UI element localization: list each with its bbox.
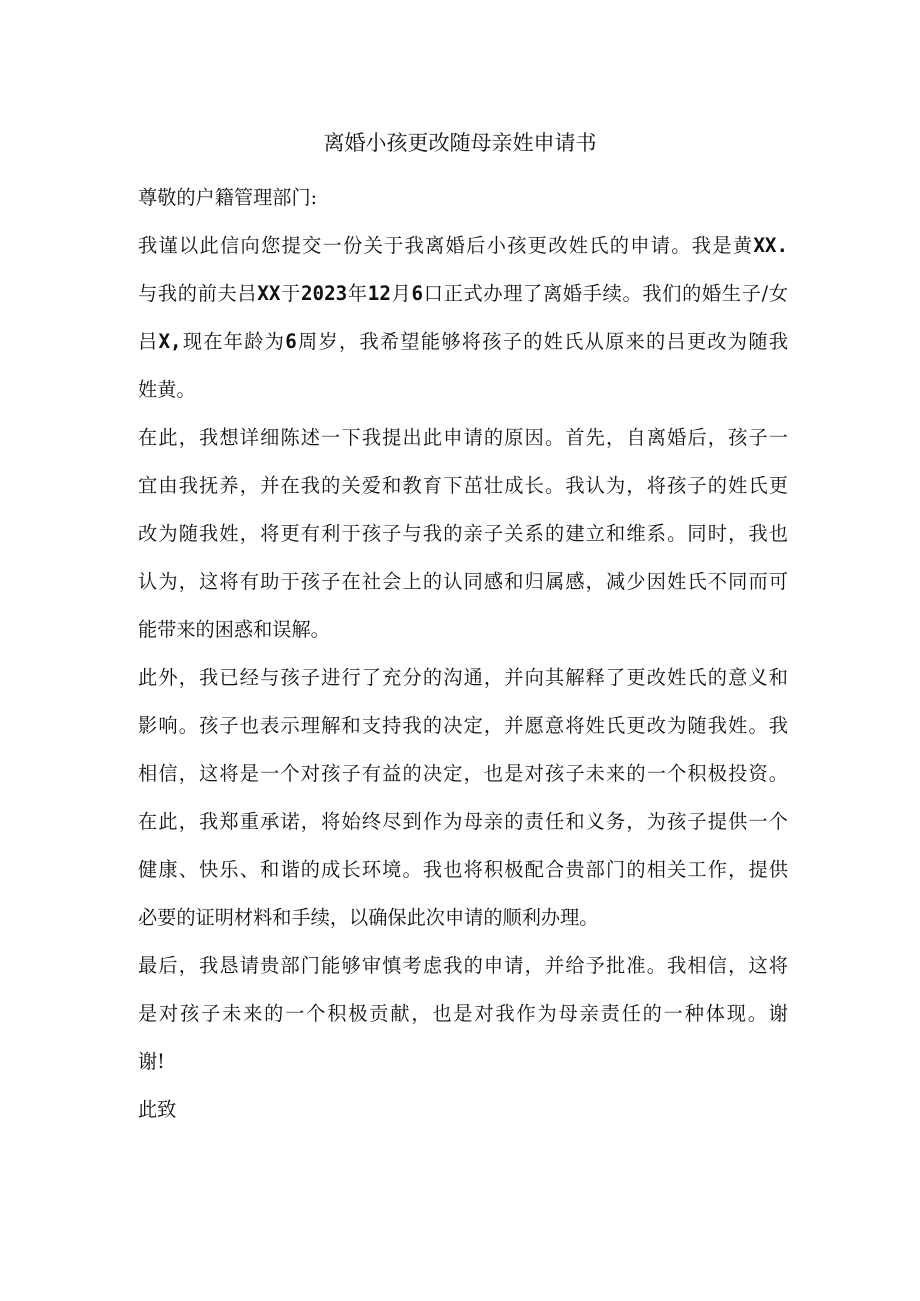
paragraph-1-text: 口正式办理了离婚手续。我们的婚生子/女 xyxy=(423,282,789,305)
paragraph-1-text: 于 xyxy=(280,282,301,305)
paragraph-1-text: 周岁，我希望能够将孩子的姓氏从原来的吕更改为随我 xyxy=(296,330,789,353)
paragraph-1-bold-text: 6 xyxy=(411,282,424,305)
paragraph-3-line: 此外，我已经与孩子进行了充分的沟通，并向其解释了更改姓氏的意义和 xyxy=(138,666,788,689)
paragraph-1-text: 月 xyxy=(390,282,412,305)
paragraph-1-text: 年 xyxy=(347,282,368,305)
paragraph-1-line-1 xyxy=(138,222,788,270)
closing: 此致 xyxy=(138,1098,177,1121)
paragraph-5-line: 谢! xyxy=(138,1050,165,1073)
paragraph-1-line-3 xyxy=(138,318,788,366)
paragraph-3-line: 影响。孩子也表示理解和支持我的决定，并愿意将姓氏更改为随我姓。我 xyxy=(138,714,788,737)
paragraph-4-line: 在此，我郑重承诺，将始终尽到作为母亲的责任和义务，为孩子提供一个 xyxy=(138,810,788,833)
paragraph-4-line: 健康、快乐、和谐的成长环境。我也将积极配合贵部门的相关工作，提供 xyxy=(138,858,788,881)
paragraph-2-line: 改为随我姓，将更有利于孩子与我的亲子关系的建立和维系。同时，我也 xyxy=(138,522,788,545)
paragraph-1-line-4: 姓黄。 xyxy=(138,378,196,401)
paragraph-1-bold-text: XX xyxy=(257,282,281,305)
paragraph-1-text: 现在年龄为 xyxy=(181,330,286,353)
paragraph-1-text: 我谨以此信向您提交一份关于我离婚后小孩更改姓氏的申请。我是黄 xyxy=(138,234,754,257)
salutation: 尊敬的户籍管理部门: xyxy=(138,186,318,209)
paragraph-2-line: 能带来的困惑和误解。 xyxy=(138,618,330,641)
paragraph-1-line-2 xyxy=(138,270,788,318)
paragraph-1-text: 吕 xyxy=(138,330,159,353)
document-title: 离婚小孩更改随母亲姓申请书 xyxy=(323,131,597,155)
paragraph-2-line: 在此，我想详细陈述一下我提出此申请的原因。首先，自离婚后，孩子一 xyxy=(138,426,788,449)
paragraph-5-line: 是对孩子未来的一个积极贡献，也是对我作为母亲责任的一种体现。谢 xyxy=(138,1002,788,1025)
paragraph-3-line: 相信，这将是一个对孩子有益的决定，也是对孩子未来的一个积极投资。 xyxy=(138,762,788,785)
paragraph-4-line: 必要的证明材料和手续，以确保此次申请的顺利办理。 xyxy=(138,906,599,929)
paragraph-1-bold-text: 12 xyxy=(367,282,391,305)
paragraph-2-line: 认为，这将有助于孩子在社会上的认同感和归属感，减少因姓氏不同而可 xyxy=(138,570,788,593)
paragraph-5-line: 最后，我恳请贵部门能够审慎考虑我的申请，并给予批准。我相信，这将 xyxy=(138,954,788,977)
paragraph-1-text: 与我的前夫吕 xyxy=(138,282,258,305)
document-body xyxy=(138,174,788,1134)
paragraph-1-bold-text: 2023 xyxy=(300,282,348,305)
paragraph-1-bold-text: XX. xyxy=(753,234,788,257)
paragraph-1-bold-text: X, xyxy=(158,330,182,353)
paragraph-1-bold-text: 6 xyxy=(285,330,297,353)
paragraph-2-line: 宜由我抚养，并在我的关爱和教育下茁壮成长。我认为，将孩子的姓氏更 xyxy=(138,474,788,497)
